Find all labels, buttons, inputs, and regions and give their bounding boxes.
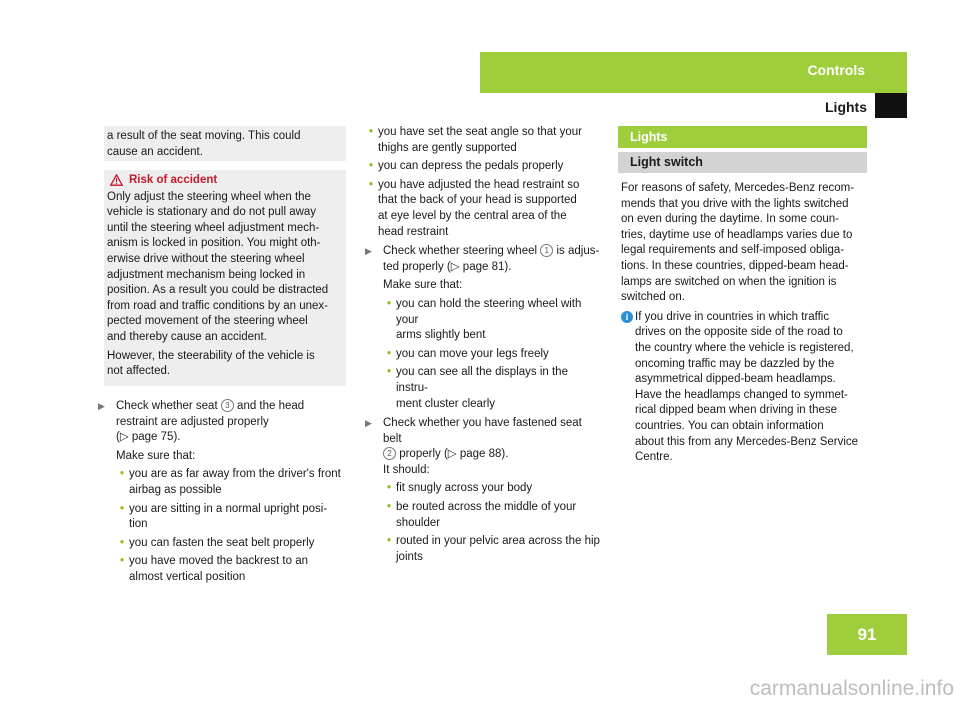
bullet-icon: • <box>387 297 392 310</box>
bullet-icon: • <box>387 347 392 360</box>
text-line: cause an accident. <box>107 145 203 158</box>
list-item: • fit snugly across your body <box>383 481 603 497</box>
page-reference: (▷ page 75). <box>116 431 181 444</box>
text-line: and thereby cause an accident. <box>107 330 267 343</box>
warning-box <box>104 170 346 386</box>
callout-number: 1 <box>540 244 553 257</box>
watermark: carmanualsonline.info <box>749 677 954 700</box>
text-line: Make sure that: <box>116 449 196 462</box>
bullet-icon: • <box>120 468 125 481</box>
step-arrow-icon: ▶ <box>365 246 372 257</box>
text-line: Check whether you have fastened seat belt <box>383 417 582 445</box>
list-item: • you are as far away from the driver's front airbag as possible <box>120 468 341 496</box>
text-line: from road and traffic conditions by an unex- <box>107 299 328 312</box>
seat-check-step <box>98 399 345 586</box>
text-line: pected movement of the steering wheel <box>107 315 308 328</box>
bullet-icon: • <box>369 160 374 173</box>
list-item: • be routed across the middle of your shoulder <box>387 501 577 529</box>
text-line: anism is locked in position. You might oth- <box>107 237 321 250</box>
bullet-icon: • <box>120 555 125 568</box>
bullet-icon: • <box>387 366 392 379</box>
bullet-icon: • <box>369 178 374 191</box>
text-line: adjustment mechanism being locked in <box>107 268 306 281</box>
list-item: • you can depress the pedals properly <box>365 159 603 175</box>
text-line: restraint are adjusted properly <box>116 415 269 428</box>
steering-check-step: ▶ Check whether steering wheel 1 is adjus- ted properly (▷ page 81). Make sure that: • you can hold the steering wheel with your arms slightly bent • you can move your legs freely • you can see all the displays in the instru- ment cluster clearly <box>374 244 603 412</box>
bullet-icon: • <box>120 536 125 549</box>
list-item: • you have moved the backrest to an almost vertical position <box>120 555 308 583</box>
list-item: • you have set the seat angle so that your thighs are gently supported <box>369 126 582 154</box>
subheading-light-switch: Light switch <box>618 152 867 173</box>
bullet-icon: • <box>387 482 392 495</box>
step-arrow-icon: ▶ <box>98 401 105 411</box>
info-icon: i <box>621 311 633 323</box>
text-line: not affected. <box>107 365 171 378</box>
text-line: vehicle is stationary and do not pull away <box>107 206 317 219</box>
continued-warning-box <box>104 126 346 161</box>
text-line: erwise drive without the steering wheel <box>107 252 305 265</box>
bullet-icon: • <box>387 535 392 548</box>
section-tab <box>480 52 907 93</box>
seat-belt-check-step: ▶ Check whether you have fastened seat belt 2 properly (▷ page 88). It should: • fit snugly across your body • be routed across the middle of your shoulder • routed in your pelvic area across the hip joints <box>374 416 603 565</box>
text-line: Only adjust the steering wheel when the <box>107 190 311 203</box>
list-item: • you can hold the steering wheel with your arms slightly bent <box>387 297 582 342</box>
callout-number: 2 <box>383 447 396 460</box>
section-title: Controls <box>807 62 865 78</box>
bullet-icon: • <box>369 126 374 138</box>
text-line: a result of the seat moving. This could <box>107 130 301 142</box>
bullet-icon: • <box>387 501 392 514</box>
page-reference: ted properly (▷ page 81). <box>383 260 512 273</box>
step-arrow-icon: ▶ <box>365 418 372 429</box>
step-item: ▶ Check whether seat 3 and the head restraint are adjusted properly (▷ page 75). Make sure that: • you are as far away from the driver's front airbag as possible • you are sitting in a normal upright posi- tion • you can fasten the seat belt properly • you have moved the backrest to an almost vertical position <box>107 399 345 586</box>
callout-number: 3 <box>221 399 234 412</box>
info-note: i If you drive in countries in which traffic drives on the opposite side of the road to the country where the vehicle is registered, oncoming traffic may be dazzled by the asymmetrical dipped-beam headlamps. Have the headlamps changed to symmet- rical dipped beam when driving in these countries. You can obtain information about this from any Mercedes-Benz Service Centre. <box>621 310 868 466</box>
bullet-icon: • <box>120 502 125 515</box>
list-item: • you can fasten the seat belt properly <box>116 536 345 552</box>
text-line: It should: <box>383 463 430 476</box>
column-2 <box>365 125 603 565</box>
warning-triangle-icon <box>110 174 123 186</box>
list-item: • you are sitting in a normal upright posi- tion <box>120 502 328 531</box>
text-line: until the steering wheel adjustment mech- <box>107 221 320 234</box>
section-heading-lights: Lights <box>618 126 867 148</box>
warning-title: Risk of accident <box>107 173 346 189</box>
text-line: However, the steerability of the vehicle is <box>107 349 315 362</box>
text-line: Make sure that: <box>383 279 463 292</box>
list-item: • you can see all the displays in the instru- ment cluster clearly <box>387 366 568 410</box>
text-line: position. As a result you could be distracted <box>107 284 329 297</box>
page-number: 91 <box>827 614 907 655</box>
subsection-title: Lights <box>825 99 867 115</box>
list-item: • you can move your legs freely <box>383 347 603 363</box>
header-block <box>875 93 907 118</box>
column-3: For reasons of safety, Mercedes-Benz recom- mends that you drive with the lights switched on even during the daytime. In some coun- tries, daytime use of headlamps varies due to legal requirements and self-imposed obliga- tions. In these countries, dipped-beam head- lamps are switched on when the ignition is switched on. i If you drive in countries in which traffic drives on the opposite side of the road to the country where the vehicle is registered, oncoming traffic may be dazzled by the asymmetrical dipped-beam headlamps. Have the headlamps changed to symmet- rical dipped beam when driving in these countries. You can obtain information about this from any Mercedes-Benz Service Centre. <box>621 181 868 466</box>
list-item: • you have adjusted the head restraint so that the back of your head is supported at eye level by the central area of the head restraint <box>369 178 580 238</box>
list-item: • routed in your pelvic area across the hip joints <box>387 535 600 563</box>
